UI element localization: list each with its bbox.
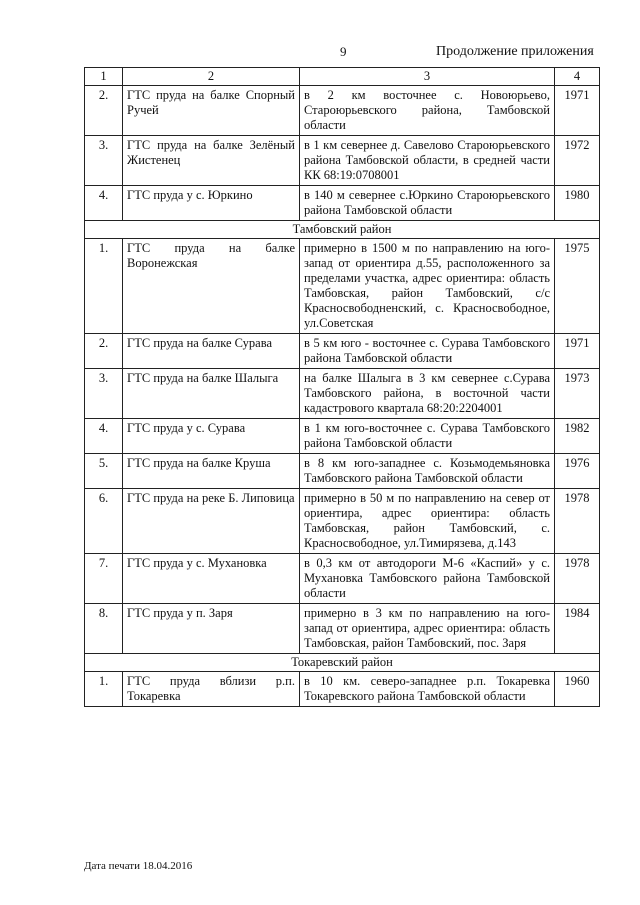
object-location: в 5 км юго - восточнее с. Сурава Тамбовского района Тамбовской области — [300, 334, 555, 369]
column-number: 4 — [555, 68, 600, 86]
object-location: в 2 км восточнее с. Новоюрьево, Староюрьевского района, Тамбовской области — [300, 86, 555, 136]
commission-year: 1982 — [555, 419, 600, 454]
object-name: ГТС пруда вблизи р.п. Токаревка — [123, 672, 300, 707]
region-name: Тамбовский район — [85, 221, 600, 239]
row-number: 5. — [85, 454, 123, 489]
column-number-row — [85, 68, 600, 86]
row-number: 3. — [85, 136, 123, 186]
row-number: 8. — [85, 604, 123, 654]
table-row — [85, 489, 600, 554]
registry-table — [84, 67, 600, 707]
commission-year: 1978 — [555, 489, 600, 554]
commission-year: 1971 — [555, 334, 600, 369]
commission-year: 1978 — [555, 554, 600, 604]
print-date: Дата печати 18.04.2016 — [84, 860, 193, 872]
row-number: 7. — [85, 554, 123, 604]
commission-year: 1984 — [555, 604, 600, 654]
commission-year: 1960 — [555, 672, 600, 707]
object-location: в 8 км юго-западнее с. Козьмодемьяновка Тамбовского района Тамбовской области — [300, 454, 555, 489]
table-row — [85, 554, 600, 604]
object-location: примерно в 50 м по направлению на север от ориентира, адрес ориентира: область Тамбовская, район Тамбовский, с. Красносвободное, ул.Тимирязева, д.143 — [300, 489, 555, 554]
table-row — [85, 239, 600, 334]
object-location: в 0,3 км от автодороги М-6 «Каспий» у с. Мухановка Тамбовского района Тамбовской области — [300, 554, 555, 604]
table-row — [85, 672, 600, 707]
commission-year: 1971 — [555, 86, 600, 136]
object-location: примерно в 3 км по направлению на юго-запад от ориентира, адрес ориентира: область Тамбовская, район Тамбовский, пос. Заря — [300, 604, 555, 654]
table-row — [85, 186, 600, 221]
object-name: ГТС пруда на балке Спорный Ручей — [123, 86, 300, 136]
table-row — [85, 86, 600, 136]
object-name: ГТС пруда у с. Мухановка — [123, 554, 300, 604]
row-number: 6. — [85, 489, 123, 554]
region-header-row — [85, 654, 600, 672]
object-location: на балке Шалыга в 3 км севернее с.Сурава Тамбовского района, в восточной части кадастрового квартала 68:20:2204001 — [300, 369, 555, 419]
column-number: 3 — [300, 68, 555, 86]
row-number: 4. — [85, 186, 123, 221]
row-number: 3. — [85, 369, 123, 419]
row-number: 1. — [85, 672, 123, 707]
region-header-row — [85, 221, 600, 239]
table-row — [85, 604, 600, 654]
table-row — [85, 369, 600, 419]
object-name: ГТС пруда на реке Б. Липовица — [123, 489, 300, 554]
commission-year: 1976 — [555, 454, 600, 489]
object-name: ГТС пруда на балке Воронежская — [123, 239, 300, 334]
row-number: 2. — [85, 86, 123, 136]
object-location: в 1 км юго-восточнее с. Сурава Тамбовского района Тамбовской области — [300, 419, 555, 454]
page-number: 9 — [340, 44, 347, 59]
commission-year: 1973 — [555, 369, 600, 419]
object-name: ГТС пруда на балке Зелёный Жистенец — [123, 136, 300, 186]
object-location: примерно в 1500 м по направлению на юго-запад от ориентира д.55, расположенного за пределами участка, адрес ориентира: область Тамбовская, район Тамбовский, с/с Красносвободненский, с. Красносвободное, ул.Советская — [300, 239, 555, 334]
row-number: 2. — [85, 334, 123, 369]
object-name: ГТС пруда на балке Круша — [123, 454, 300, 489]
object-location: в 1 км севернее д. Савелово Староюрьевского района Тамбовской области, в средней части КК 68:19:0708001 — [300, 136, 555, 186]
column-number: 2 — [123, 68, 300, 86]
table-row — [85, 136, 600, 186]
object-name: ГТС пруда у п. Заря — [123, 604, 300, 654]
object-location: в 140 м севернее с.Юркино Староюрьевского района Тамбовской области — [300, 186, 555, 221]
region-name: Токаревский район — [85, 654, 600, 672]
object-name: ГТС пруда у с. Сурава — [123, 419, 300, 454]
object-name: ГТС пруда у с. Юркино — [123, 186, 300, 221]
continuation-label: Продолжение приложения — [436, 44, 594, 59]
row-number: 4. — [85, 419, 123, 454]
column-number: 1 — [85, 68, 123, 86]
commission-year: 1980 — [555, 186, 600, 221]
object-name: ГТС пруда на балке Шалыга — [123, 369, 300, 419]
row-number: 1. — [85, 239, 123, 334]
commission-year: 1972 — [555, 136, 600, 186]
commission-year: 1975 — [555, 239, 600, 334]
table-row — [85, 419, 600, 454]
table-row — [85, 334, 600, 369]
object-name: ГТС пруда на балке Сурава — [123, 334, 300, 369]
table-row — [85, 454, 600, 489]
object-location: в 10 км. северо-западнее р.п. Токаревка Токаревского района Тамбовской области — [300, 672, 555, 707]
